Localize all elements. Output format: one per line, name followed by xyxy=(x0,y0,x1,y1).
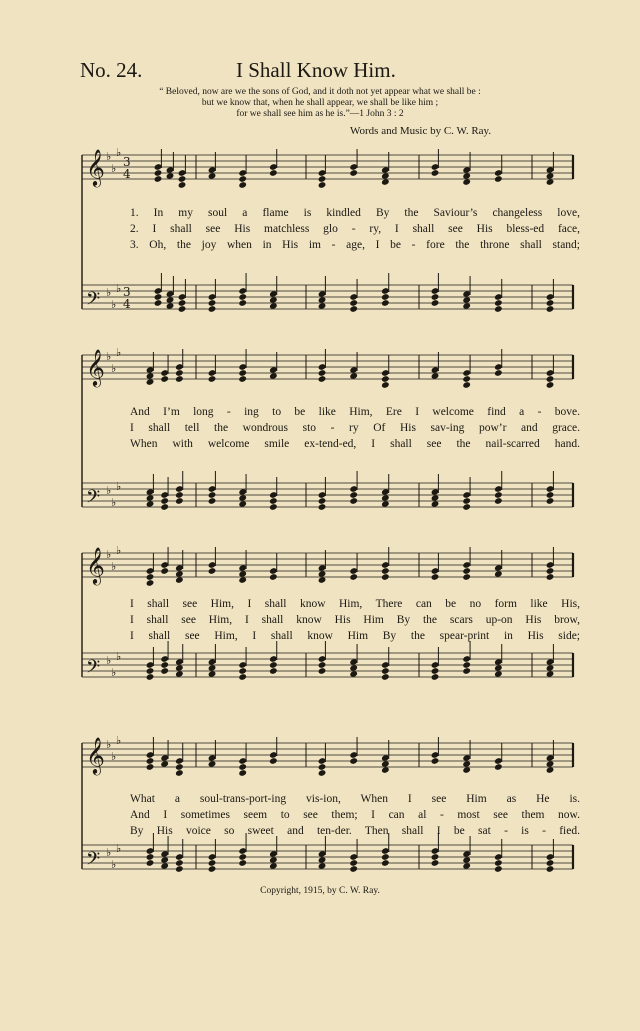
note-head xyxy=(208,859,217,867)
note-head xyxy=(546,299,555,307)
bass-clef: 𝄢 xyxy=(86,289,101,314)
flat-sign: ♭ xyxy=(111,858,117,871)
note-head xyxy=(175,497,184,505)
lyric-line: 2. I shall see His matchless glo - ry, I shall see His bless-ed face, xyxy=(130,223,580,235)
lyric-line: What a soul-trans-port-ing vis-ion, When I see Him as He is. xyxy=(130,793,580,805)
note-head xyxy=(154,293,163,301)
flat-sign: ♭ xyxy=(116,146,122,159)
scripture-line-2: but we know that, when he shall appear, we shall be like him ; xyxy=(201,98,439,108)
note-head xyxy=(349,573,358,581)
note-head xyxy=(318,503,327,511)
flat-sign: ♭ xyxy=(111,162,117,175)
note-head xyxy=(154,169,163,177)
note-head xyxy=(494,859,503,867)
note-head xyxy=(175,491,184,499)
note-head xyxy=(146,757,155,765)
lyric-line: And I’m long - ing to be like Him, Ere I welcome find a - bove. xyxy=(130,406,580,418)
note-head xyxy=(154,299,163,307)
note-head xyxy=(269,573,278,581)
lyric-line: 3. Oh, the joy when in His im - age, I be - fore the throne shall stand; xyxy=(130,239,580,251)
note-head xyxy=(318,181,327,189)
note-head xyxy=(494,763,503,771)
flat-sign: ♭ xyxy=(116,842,122,855)
note-head xyxy=(546,865,555,873)
note-head xyxy=(381,293,390,301)
note-head xyxy=(154,175,163,183)
note-head xyxy=(269,757,278,765)
note-head xyxy=(146,573,155,581)
note-head xyxy=(431,573,440,581)
time-signature-bottom: 4 xyxy=(123,167,131,181)
note-head xyxy=(462,497,471,505)
note-head xyxy=(208,567,217,575)
note-head xyxy=(431,299,440,307)
flat-sign: ♭ xyxy=(106,286,112,299)
note-head xyxy=(238,763,247,771)
note-head xyxy=(238,375,247,383)
note-head xyxy=(381,567,390,575)
note-head xyxy=(238,853,247,861)
flat-sign: ♭ xyxy=(116,282,122,295)
note-head xyxy=(238,369,247,377)
flat-sign: ♭ xyxy=(111,298,117,311)
note-head xyxy=(546,859,555,867)
note-head xyxy=(349,299,358,307)
scripture-line-1: “ Beloved, now are we the sons of God, and it doth not yet appear what we shall be : xyxy=(159,87,481,97)
note-head xyxy=(318,763,327,771)
note-head xyxy=(160,661,169,669)
note-head xyxy=(546,305,555,313)
bass-clef: 𝄢 xyxy=(86,487,101,512)
bass-clef: 𝄢 xyxy=(86,849,101,874)
note-head xyxy=(349,169,358,177)
lyric-line: By His voice so sweet and ten-der. Then shall I be sat - is - fied. xyxy=(130,825,580,837)
note-head xyxy=(208,305,217,313)
lyric-line: I shall tell the wondrous sto - ry Of His sav-ing pow’r and grace. xyxy=(130,422,580,434)
note-head xyxy=(431,169,440,177)
note-head xyxy=(318,175,327,183)
note-head xyxy=(269,661,278,669)
note-head xyxy=(546,573,555,581)
copyright: Copyright, 1915, by C. W. Ray. xyxy=(260,886,380,896)
note-head xyxy=(546,497,555,505)
note-head xyxy=(349,497,358,505)
note-head xyxy=(431,293,440,301)
note-head xyxy=(546,491,555,499)
note-head xyxy=(146,667,155,675)
flat-sign: ♭ xyxy=(106,548,112,561)
lyric-line: I shall see Him, I shall know His Him By the scars up-on His brow, xyxy=(130,614,580,626)
flat-sign: ♭ xyxy=(116,346,122,359)
flat-sign: ♭ xyxy=(106,654,112,667)
note-head xyxy=(318,667,327,675)
lyric-line: And I sometimes seem to see them; I can al - most see them now. xyxy=(130,809,580,821)
note-head xyxy=(269,503,278,511)
note-head xyxy=(431,673,440,681)
note-head xyxy=(318,375,327,383)
flat-sign: ♭ xyxy=(116,544,122,557)
treble-clef: 𝄞 xyxy=(86,736,105,774)
note-head xyxy=(175,769,184,777)
note-head xyxy=(462,375,471,383)
note-head xyxy=(160,497,169,505)
bass-clef: 𝄢 xyxy=(86,657,101,682)
scripture-line-3: for we shall see him as he is.”—1 John 3 : 2 xyxy=(236,109,404,119)
lyric-line: 1. In my soul a flame is kindled By the Saviour’s changeless love, xyxy=(130,207,580,219)
lyric-line: I shall see Him, I shall know Him By the spear-print in His side; xyxy=(130,630,580,642)
treble-clef: 𝄞 xyxy=(86,348,105,386)
note-head xyxy=(546,567,555,575)
note-head xyxy=(546,381,555,389)
flat-sign: ♭ xyxy=(116,734,122,747)
note-head xyxy=(175,859,184,867)
time-signature-bottom: 4 xyxy=(123,297,131,311)
note-head xyxy=(238,293,247,301)
flat-sign: ♭ xyxy=(106,484,112,497)
note-head xyxy=(431,667,440,675)
flat-sign: ♭ xyxy=(111,362,117,375)
note-head xyxy=(160,667,169,675)
note-head xyxy=(208,375,217,383)
note-head xyxy=(178,181,187,189)
note-head xyxy=(208,497,217,505)
treble-clef: 𝄞 xyxy=(86,148,105,186)
flat-sign: ♭ xyxy=(111,560,117,573)
note-head xyxy=(146,579,155,587)
note-head xyxy=(318,369,327,377)
note-head xyxy=(146,859,155,867)
note-head xyxy=(494,175,503,183)
hymn-title: I Shall Know Him. xyxy=(236,58,396,82)
note-head xyxy=(494,491,503,499)
note-head xyxy=(349,757,358,765)
note-head xyxy=(238,673,247,681)
hymn-number: No. 24. xyxy=(80,58,143,82)
note-head xyxy=(349,859,358,867)
note-head xyxy=(462,381,471,389)
note-head xyxy=(381,667,390,675)
note-head xyxy=(238,299,247,307)
note-head xyxy=(431,853,440,861)
lyric-line: I shall see Him, I shall know Him, There can be no form like His, xyxy=(130,598,580,610)
note-head xyxy=(318,769,327,777)
note-head xyxy=(381,673,390,681)
note-head xyxy=(381,299,390,307)
note-head xyxy=(238,859,247,867)
note-head xyxy=(175,375,184,383)
attribution: Words and Music by C. W. Ray. xyxy=(350,125,492,137)
note-head xyxy=(318,497,327,505)
note-head xyxy=(494,299,503,307)
note-head xyxy=(431,859,440,867)
note-head xyxy=(269,667,278,675)
note-head xyxy=(208,491,217,499)
note-head xyxy=(238,181,247,189)
note-head xyxy=(349,865,358,873)
note-head xyxy=(381,375,390,383)
note-head xyxy=(349,491,358,499)
note-head xyxy=(494,305,503,313)
note-head xyxy=(175,763,184,771)
note-head xyxy=(146,853,155,861)
flat-sign: ♭ xyxy=(116,480,122,493)
note-head xyxy=(208,299,217,307)
time-signature-top: 3 xyxy=(123,155,131,169)
treble-clef: 𝄞 xyxy=(86,546,105,584)
note-head xyxy=(494,865,503,873)
note-head xyxy=(238,175,247,183)
flat-sign: ♭ xyxy=(111,750,117,763)
note-head xyxy=(431,757,440,765)
note-head xyxy=(381,573,390,581)
flat-sign: ♭ xyxy=(106,846,112,859)
note-head xyxy=(269,497,278,505)
note-head xyxy=(178,175,187,183)
note-head xyxy=(462,567,471,575)
note-head xyxy=(546,375,555,383)
note-head xyxy=(381,381,390,389)
note-head xyxy=(462,667,471,675)
note-head xyxy=(178,299,187,307)
flat-sign: ♭ xyxy=(106,350,112,363)
note-head xyxy=(146,763,155,771)
time-signature-top: 3 xyxy=(123,285,131,299)
note-head xyxy=(462,661,471,669)
note-head xyxy=(269,169,278,177)
note-head xyxy=(160,567,169,575)
flat-sign: ♭ xyxy=(111,666,117,679)
note-head xyxy=(318,661,327,669)
note-head xyxy=(349,305,358,313)
note-head xyxy=(175,369,184,377)
flat-sign: ♭ xyxy=(106,738,112,751)
note-head xyxy=(381,853,390,861)
note-head xyxy=(238,667,247,675)
flat-sign: ♭ xyxy=(106,150,112,163)
note-head xyxy=(494,497,503,505)
note-head xyxy=(160,375,169,383)
note-head xyxy=(462,503,471,511)
flat-sign: ♭ xyxy=(111,496,117,509)
note-head xyxy=(494,369,503,377)
lyric-line: When with welcome smile ex-tend-ed, I shall see the nail-scarred hand. xyxy=(130,438,580,450)
note-head xyxy=(462,573,471,581)
note-head xyxy=(238,769,247,777)
note-head xyxy=(175,865,184,873)
note-head xyxy=(178,305,187,313)
note-head xyxy=(160,503,169,511)
flat-sign: ♭ xyxy=(116,650,122,663)
note-head xyxy=(146,673,155,681)
note-head xyxy=(381,859,390,867)
note-head xyxy=(208,865,217,873)
